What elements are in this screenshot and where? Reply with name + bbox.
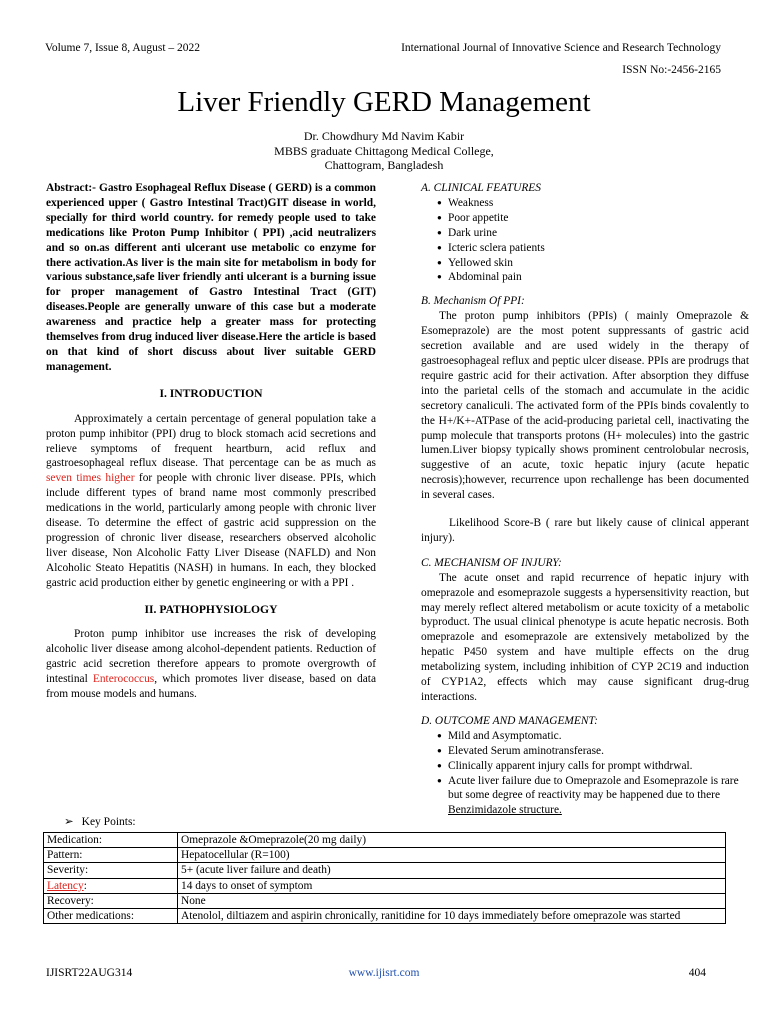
table-row: Other medications: Atenolol, diltiazem and aspirin chronically, ranitidine for 10 days immediately before omeprazole was started <box>44 909 726 924</box>
highlight-text: seven times higher <box>46 472 135 485</box>
issn: ISSN No:-2456-2165 <box>622 64 721 76</box>
list-item: ● Elevated Serum aminotransferase. <box>437 744 749 759</box>
intro-paragraph: Approximately a certain percentage of general population take a proton pump inhibitor (PPI) drug to block stomach acid secretions and relieve symptoms of frequent heartburn, acid reflux and gastroesophageal reflux disease. That percentage can be as much as seven times higher for people with chronic liver disease. PPIs, which include different types of brand name most commonly prescribed medications in the world, particularly among people with chronic liver disease. To determine the effect of gastric acid suppression on the progression of chronic liver disease, researchers observed alcoholic liver disease, Non Alcoholic Fatty Liver Disease (NAFLD) and Non Alcoholic Steato Hepatitis (NASH) in humans. In each, they blocked gastric acid production either by genetic engineering or with a PPI . <box>46 412 376 589</box>
page-title: Liver Friendly GERD Management <box>177 86 591 118</box>
patho-heading: II. PATHOPHYSIOLOGY <box>144 602 278 616</box>
key-points-label: ➢ Key Points: <box>64 816 136 828</box>
table-row: Severity: 5+ (acute liver failure and death) <box>44 863 726 878</box>
list-item: ● Mild and Asymptomatic. <box>437 729 749 744</box>
mechanism-heading: B. Mechanism Of PPI: <box>421 295 525 308</box>
right-column <box>421 181 749 818</box>
table-row: Medication: Omeprazole &Omeprazole(20 mg daily) <box>44 833 726 848</box>
outcome-heading: D. OUTCOME AND MANAGEMENT: <box>421 714 598 727</box>
key-points-table <box>43 832 726 924</box>
latency-link: Latency <box>47 879 84 892</box>
footer-paper-id: IJISRT22AUG314 <box>46 967 133 979</box>
abstract: Abstract:- Gastro Esophageal Reflux Disease ( GERD) is a common experienced upper ( Gastro Intestinal Tract)GIT disease in world, specially for third world country. for remedy people used to take medications like Proton Pump Inhibitor ( PPI) ,acid neutralizers and so on.as different anti ulcerant use metabolic co enzyme for there activation.As liver is the main site for metabolism in body for various substance,safe liver friendly anti ulcerant is a burning issue for proper management of Gastro Intestinal Tract (GIT) diseases.People are generally unware of this case but a moderate awareness and practice help a greater mass for protecting themselves from drug induced liver disease.Here the article is based on that kind of short discuss about liver suitable GERD management. <box>46 182 376 373</box>
author-block <box>0 129 768 173</box>
table-row: Latency: 14 days to onset of symptom <box>44 878 726 893</box>
table-row: Recovery: None <box>44 893 726 908</box>
enterococcus-link: Enterococcus <box>92 673 155 686</box>
volume-info: Volume 7, Issue 8, August – 2022 <box>45 42 201 54</box>
list-item: ● Poor appetite <box>437 211 749 226</box>
left-column <box>46 181 376 702</box>
list-item: ● Icteric sclera patients <box>437 241 749 256</box>
list-item: ● Clinically apparent injury calls for prompt withdrwal. <box>437 759 749 774</box>
intro-heading: I. INTRODUCTION <box>159 386 263 400</box>
injury-paragraph: The acute onset and rapid recurrence of hepatic injury with omeprazole and esomeprazole suggests a hypersensitivity reaction, but may merely reflect altered metabolism or acute toxicity of a metabolic byproduct. The usual clinical phenotype is acute hepatic necrosis. Both omeprazole and esomeprazole are extensively metabolized by the hepatic P450 system and have multiple effects on the drug metabolizing system, including inhibition of CYP 2C19 and induction of CYP1A2, effects which may cause significant drug-drug interactions. <box>421 571 749 703</box>
likelihood-paragraph: Likelihood Score-B ( rare but likely cause of clinical apperant injury). <box>421 517 749 544</box>
journal-name: International Journal of Innovative Science and Research Technology <box>401 42 721 54</box>
footer-url[interactable]: www.ijisrt.com <box>348 967 420 979</box>
outcome-list <box>421 729 749 818</box>
arrow-icon: ➢ <box>64 816 74 828</box>
table-row: Pattern: Hepatocellular (R=100) <box>44 848 726 863</box>
clinical-heading: A. CLINICAL FEATURES <box>421 182 541 194</box>
list-item: ● Weakness <box>437 196 749 211</box>
list-item: ● Dark urine <box>437 226 749 241</box>
list-item: ● Abdominal pain <box>437 270 749 285</box>
author-location: Chattogram, Bangladesh <box>324 158 444 172</box>
benzimidazole-link: Benzimidazole structure. <box>448 804 562 817</box>
mechanism-paragraph: The proton pump inhibitors (PPIs) ( mainly Omeprazole & Esomeprazole) are the most potent suppressants of gastric acid secretion available and are used widely in the therapy of gastroesophageal reflux and peptic ulcer disease. PPIs are prodrugs that require gastric acid for their activation. After absorption they diffuse into the parietal cells of the stomach and accumulate in the acidic secretory canaliculi. The activated form of the PPIs binds covalently to the H+/K+-ATPase of the acid-producing parietal cell, inactivating the pump molecule that transports protons (H+ molecules) into the gastric lumen.Liver biopsy typically shows prominent centrolobular necrosis, suggestive of an acute, toxic hepatic injury (acute hepatic necrosis);however, recurrence upon rechallenge has been documented in several cases. <box>421 310 749 502</box>
page-number: 404 <box>688 967 706 979</box>
list-item: ● Yellowed skin <box>437 256 749 271</box>
list-item: ● Acute liver failure due to Omeprazole and Esomeprazole is rare but some degree of reactivity may be happened due to there Benzimidazole structure. <box>437 774 749 819</box>
injury-heading: C. MECHANISM OF INJURY: <box>421 556 562 569</box>
patho-paragraph: Proton pump inhibitor use increases the risk of developing alcoholic liver disease among alcohol-dependent patients. Reduction of gastric acid secretion therefore appears to promote overgrowth of intestinal Enterococcus, which promotes liver disease, based on data from mouse models and humans. <box>46 628 377 701</box>
author-name: Dr. Chowdhury Md Navim Kabir <box>303 129 465 143</box>
author-affiliation: MBBS graduate Chittagong Medical College, <box>274 143 494 158</box>
clinical-list <box>421 196 749 285</box>
